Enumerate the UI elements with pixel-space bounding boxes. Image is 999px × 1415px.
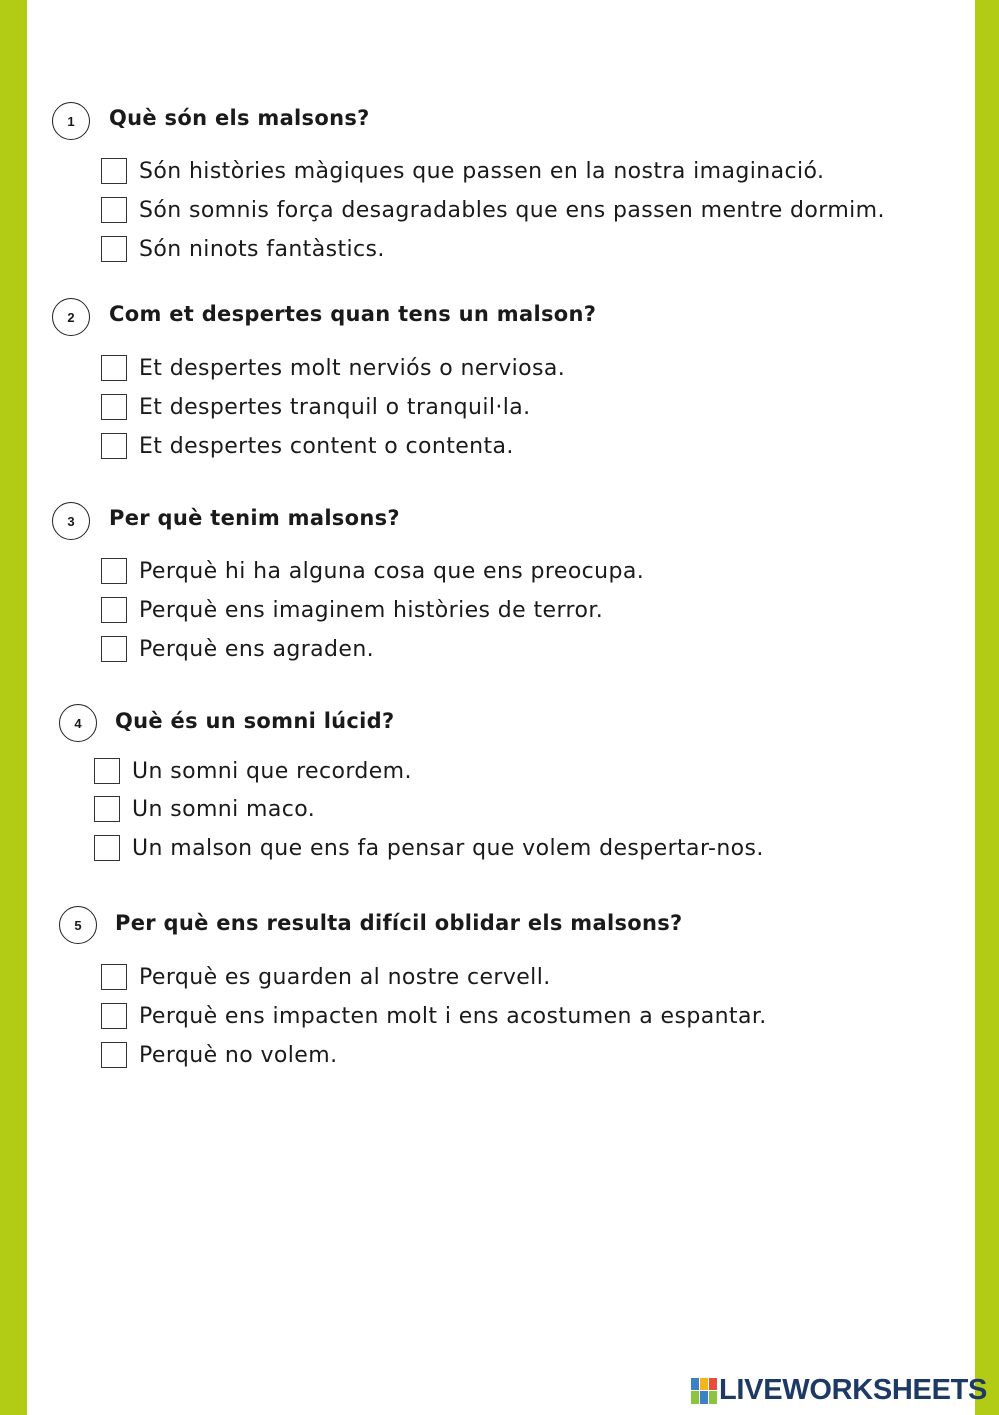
answer-checkbox[interactable] [101, 1003, 127, 1029]
question-text: Què són els malsons? [109, 106, 370, 130]
answer-option [101, 158, 824, 184]
answer-option [101, 1042, 337, 1068]
logo-text: LIVEWORKSHEETS [719, 1374, 988, 1406]
answer-checkbox[interactable] [101, 636, 127, 662]
answer-option [101, 636, 374, 662]
answer-option [101, 355, 565, 381]
answer-checkbox[interactable] [101, 964, 127, 990]
question-number-badge: 5 [59, 906, 97, 944]
question-text: Com et despertes quan tens un malson? [109, 302, 597, 326]
answer-option [101, 558, 644, 584]
answer-label: Un malson que ens fa pensar que volem despertar-nos. [132, 835, 764, 861]
answer-label: Et despertes molt nerviós o nerviosa. [139, 355, 566, 381]
answer-label: Et despertes tranquil o tranquil·la. [139, 394, 531, 420]
answer-checkbox[interactable] [101, 597, 127, 623]
answer-option [101, 597, 603, 623]
question-text: Què és un somni lúcid? [115, 709, 395, 733]
answer-option [94, 758, 412, 784]
answer-checkbox[interactable] [94, 758, 120, 784]
answer-option [101, 964, 551, 990]
answer-checkbox[interactable] [101, 236, 127, 262]
answer-label: Un somni que recordem. [132, 758, 412, 784]
answer-label: Perquè ens agraden. [139, 636, 375, 662]
answer-option [94, 835, 764, 861]
answer-option [101, 394, 531, 420]
answer-option [101, 197, 885, 223]
answer-checkbox[interactable] [101, 1042, 127, 1068]
question-text: Per què ens resulta difícil oblidar els malsons? [115, 911, 683, 935]
liveworksheets-logo [691, 1374, 987, 1407]
answer-checkbox[interactable] [94, 796, 120, 822]
answer-option [101, 1003, 767, 1029]
right-border-band [975, 0, 999, 1415]
answer-checkbox[interactable] [101, 394, 127, 420]
answer-option [94, 796, 315, 822]
answer-checkbox[interactable] [94, 835, 120, 861]
answer-label: Són ninots fantàstics. [139, 236, 385, 262]
answer-checkbox[interactable] [101, 558, 127, 584]
answer-checkbox[interactable] [101, 355, 127, 381]
answer-option [101, 236, 385, 262]
question-number-badge: 4 [59, 704, 97, 742]
question-number-badge: 1 [52, 102, 90, 140]
answer-label: Et despertes content o contenta. [139, 433, 514, 459]
answer-checkbox[interactable] [101, 197, 127, 223]
answer-label: Perquè hi ha alguna cosa que ens preocupa. [139, 558, 645, 584]
answer-label: Un somni maco. [132, 796, 316, 822]
left-border-band [0, 0, 27, 1415]
question-number-badge: 2 [52, 298, 90, 336]
answer-label: Perquè no volem. [139, 1042, 338, 1068]
answer-option [101, 433, 514, 459]
answer-checkbox[interactable] [101, 433, 127, 459]
answer-label: Són somnis força desagradables que ens passen mentre dormim. [139, 197, 885, 223]
answer-checkbox[interactable] [101, 158, 127, 184]
answer-label: Són històries màgiques que passen en la nostra imaginació. [139, 158, 825, 184]
answer-label: Perquè es guarden al nostre cervell. [139, 964, 551, 990]
logo-blocks-icon [691, 1378, 717, 1404]
answer-label: Perquè ens impacten molt i ens acostumen a espantar. [139, 1003, 767, 1029]
question-text: Per què tenim malsons? [109, 506, 400, 530]
question-number-badge: 3 [52, 502, 90, 540]
answer-label: Perquè ens imaginem històries de terror. [139, 597, 604, 623]
